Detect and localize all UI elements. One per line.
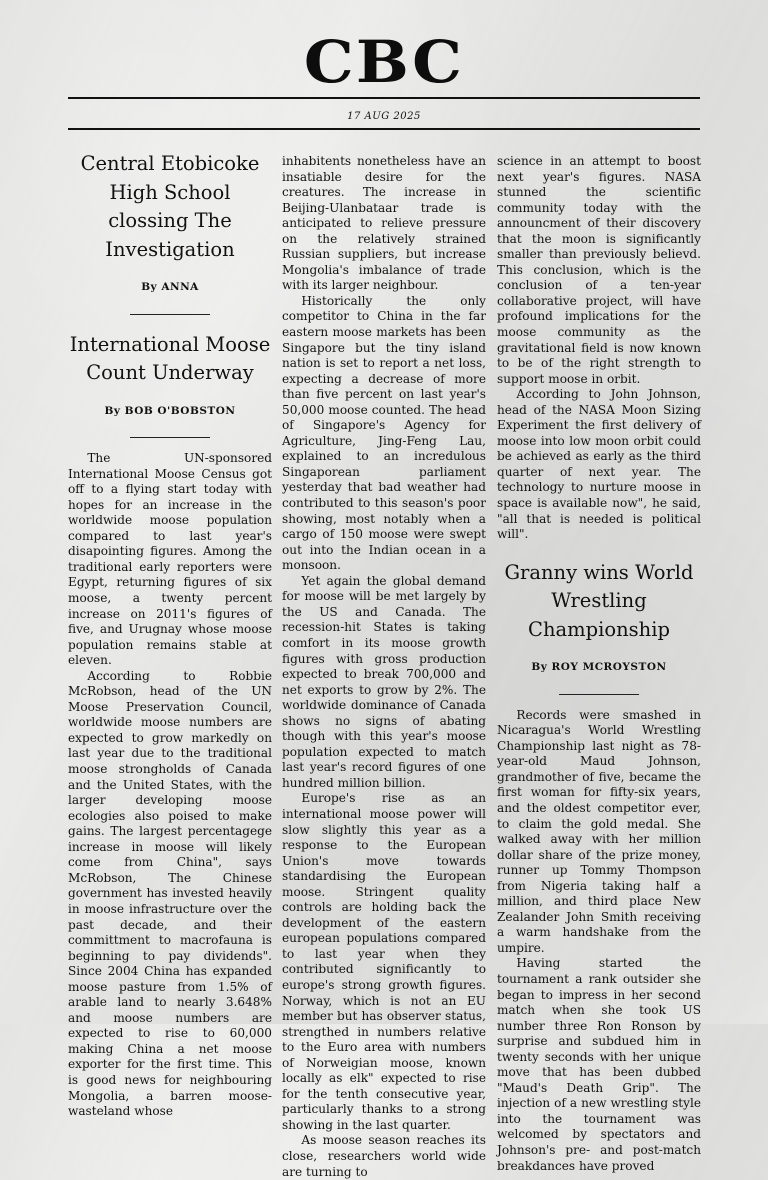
article-2-paragraph: science in an attempt to boost next year's figures. NASA stunned the scientific community today with the announcment of their discovery that the moon is significantly smaller than previously believd. This conclusion, which is the conclusion of a ten-year collaborative project, will have profound implications for the moose community as the gravitational field is now known to be of the right strength to support moose in orbit.	[497, 154, 701, 386]
article-2-paragraph: Yet again the global demand for moose will be met largely by the US and Canada. The recession-hit States is taking comfort in its moose growth figures with gross production expected to break 700,000 and net exports to grow by 2%. The worldwide dominance of Canada shows no signs of abating though with this year's moose population expected to match last year's record figures of one hundred million billion.	[282, 573, 486, 790]
column-1	[68, 150, 272, 1120]
article-2-paragraph: inhabitents nonetheless have an insatiable desire for the creatures. The increase in Beijing-Ulanbataar trade is anticipated to relieve pressure on the relatively strained Russian suppliers, but increase Mongolia's imbalance of trade with its larger neighbour.	[282, 154, 486, 293]
article-3-headline: Granny wins World Wrestling Championship	[504, 560, 694, 641]
article-1-headline: Central Etobicoke High School clossing The Investigation	[80, 152, 260, 261]
article-2-paragraph: According to Robbie McRobson, head of the UN Moose Preservation Council, worldwide moose numbers are expected to grow markedly on last year due to the traditional moose strongholds of Canada and the United States, with the larger developing moose ecologies also poised to make gains. The largest percentagege increase in moose will likely come from China", says McRobson, The Chinese government has invested heavily in moose infrastructure over the past decade, and their committment to macrofauna is beginning to pay dividends". Since 2004 China has expanded moose pasture from 1.5% of arable land to nearly 3.648% and moose numbers are expected to rise to 60,000 making China a net moose exporter for the first time. This is good news for neighbouring Mongolia, a barren moose-wasteland whose	[68, 668, 272, 1119]
article-2-paragraph: Historically the only competitor to China in the far eastern moose markets has been Singapore but the tiny island nation is set to report a net loss, expecting a decrease of more than five percent on last year's 50,000 moose counted. The head of Singapore's Agency for Agriculture, Jing-Feng Lau, explained to an incredulous Singaporean parliament yesterday that bad weather had contributed to this season's poor showing, most notably when a cargo of 150 moose were swept out into the Indian ocean in a monsoon.	[282, 293, 486, 573]
article-3-byline: By ROY MCROYSTON	[531, 661, 667, 674]
article-2-paragraph: As moose season reaches its close, researchers world wide are turning to	[282, 1133, 486, 1179]
article-3-paragraph: Records were smashed in Nicaragua's World Wrestling Championship last night as 78-year-old Maud Johnson, grandmother of five, became the first woman for fifty-six years, and the oldest competitor ever, to claim the gold medal. She walked away with her million dollar share of the prize money, runner up Tommy Thompson from Nigeria taking half a million, and third place New Zealander John Smith receiving a warm handshake from the umpire.	[497, 707, 701, 955]
article-1-byline: By ANNA	[141, 281, 199, 293]
article-3-paragraph: Having started the tournament a rank outsider she began to impress in her second match when she took US number three Ron Ronson by surprise and subdued him in twenty seconds with her unique move that has been dubbed "Maud's Death Grip". The injection of a new wrestling style into the tournament was welcomed by spectators and Johnson's pre- and post-match breakdances have proved	[497, 956, 701, 1173]
article-2-paragraph: The UN-sponsored International Moose Census got off to a flying start today with hopes for an increase in the worldwide moose population compared to last year's disapointing figures. Among the traditional early reporters were Egypt, returning figures of six moose, a twenty percent increase on 2011's figures of five, and Urugnay whose moose population remains stable at eleven.	[68, 451, 272, 668]
article-2-paragraph: According to John Johnson, head of the NASA Moon Sizing Experiment the first delivery of moose into low moon orbit could be achieved as early as the third quarter of next year. The technology to nurture moose in space is available now", he said, "all that is needed is political will".	[497, 387, 701, 542]
issue-date: 17 AUG 2025	[347, 111, 421, 122]
article-2-paragraph: Europe's rise as an international moose power will slow slightly this year as a response to the European Union's move towards standardising the European moose. Stringent quality controls are holding back the development of the eastern european populations compared to last year when they contributed significantly to europe's strong growth figures. Norway, which is not an EU member but has observer status, strengthed in numbers relative to the Euro area with numbers of Norweigian moose, known locally as elk" expected to rise for the tenth consecutive year, particularly thanks to a strong showing in the last quarter.	[282, 791, 486, 1132]
column-2	[282, 154, 486, 1180]
article-2-byline: By BOB O'BOBSTON	[104, 404, 236, 417]
masthead-bottom-rule	[68, 128, 700, 130]
article-2-headline: International Moose Count Underway	[69, 332, 271, 385]
newspaper-masthead: CBC	[303, 28, 465, 96]
masthead-top-rule	[68, 97, 700, 99]
column-3	[497, 154, 701, 1174]
